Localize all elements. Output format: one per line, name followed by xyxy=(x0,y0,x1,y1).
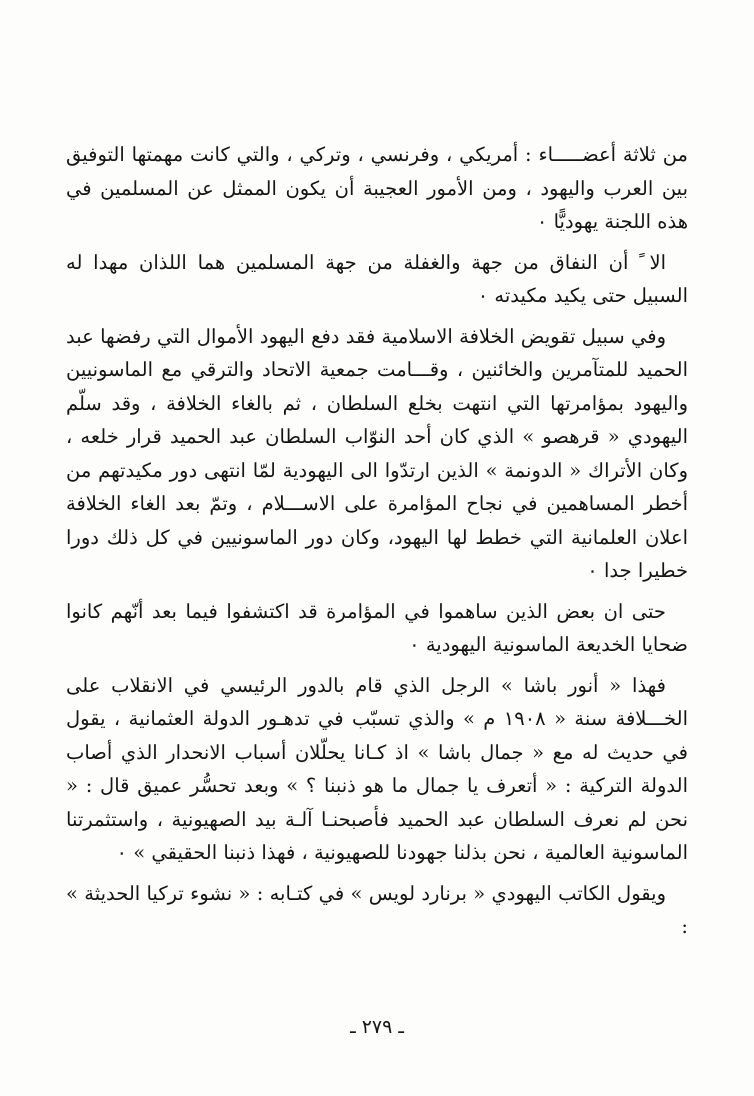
body-text xyxy=(66,138,688,951)
page-number: ـ ٢٧٩ ـ xyxy=(350,1016,404,1038)
paragraph-5: فهذا « أنور باشا » الرجل الذي قام بالدور الرئيسي في الانقلاب على الخـــلافة سنة « ١٩٠٨ م » والذي تسبّب في تدهـور الدولة العثمانية ، يقول في حديث له مع « جمال باشا » اذ كـانا يحلّلان أسباب الانحدار الذي أصاب الدولة التركية : « أتعرف يا جمال ما هو ذنبنا ؟ » وبعد تحسُّر عميق قال : « نحن لم نعرف السلطان عبد الحميد فأصبحنـا آلـة بيد الصهيونية ، واستثمرتنا الماسونية العالمية ، نحن بذلنا جهودنا للصهيونية ، فهذا ذنبنا الحقيقي » ٠ xyxy=(66,673,688,864)
paragraph-3: وفي سبيل تقويض الخلافة الاسلامية فقد دفع اليهود الأموال التي رفضها عبد الحميد للمتآمرين والخائنين ، وقـــامت جمعية الاتحاد والترقي مع الماسونيين واليهود بمؤامرتها التي انتهت بخلع السلطان ، ثم بالغاء الخلافة ، وقد سلّم اليهودي « قرهصو » الذي كان أحد النوّاب السلطان عبد الحميد قرار خلعه ، وكان الأتراك « الدونمة » الذين ارتدّوا الى اليهودية لمّا انتهى دور مكيدتهم من أخطر المساهمين في نجاح المؤامرة على الاســـلام ، وتمّ بعد الغاء الخلافة اعلان العلمانية التي خطط لها اليهود، وكان دور الماسونيين في كل ذلك دورا خطيرا جدا ٠ xyxy=(66,324,688,582)
paragraph-6: ويقول الكاتب اليهودي « برنارد لويس » في كتـابه : « نشوء تركيا الحديثة » : xyxy=(66,881,688,938)
paragraph-4: حتى ان بعض الذين ساهموا في المؤامرة قد اكتشفوا فيما بعد أنّهم كانوا ضحايا الخديعة الماسونية اليهودية ٠ xyxy=(66,599,688,656)
paragraph-1: من ثلاثة أعضـــــاء : أمريكي ، وفرنسي ، وتركي ، والتي كانت مهمتها التوفيق بين العرب واليهود ، ومن الأمور العجيبة أن يكون الممثل عن المسلمين في هذه اللجنة يهوديًّا ٠ xyxy=(66,143,688,233)
paragraph-2: الا ً أن النفاق من جهة والغفلة من جهة المسلمين هما اللذان مهدا له السبيل حتى يكيد مكيدته ٠ xyxy=(66,250,688,307)
